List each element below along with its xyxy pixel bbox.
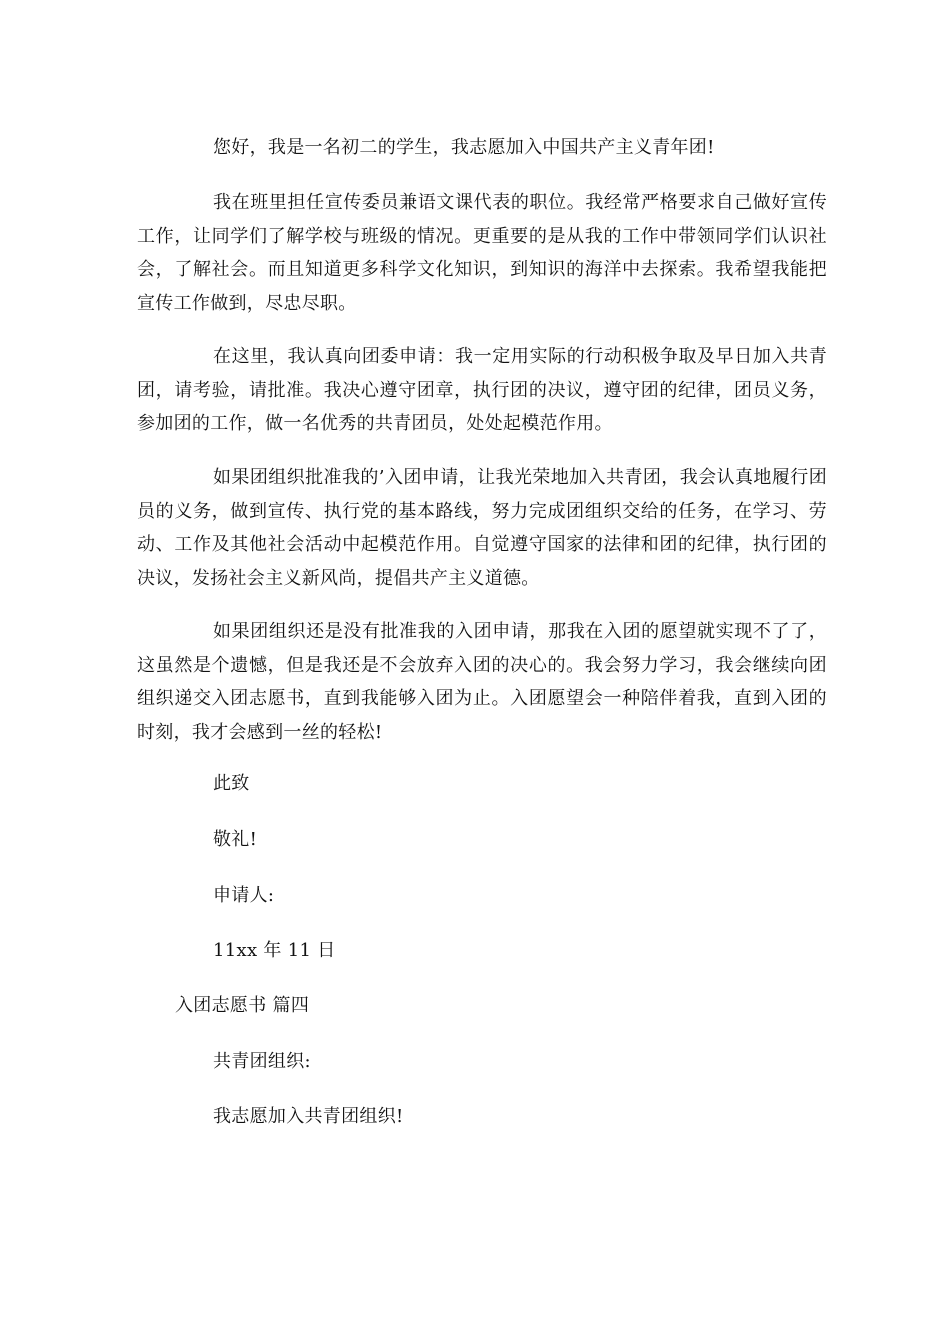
date-text: 11xx 年 11 日 <box>213 940 336 961</box>
paragraph-role: 我在班里担任宣传委员兼语文课代表的职位。我经常严格要求自己做好宣传工作，让同学们了解学校与班级的情况。更重要的是从我的工作中带领同学们认识社会，了解社会。而且知道更多科学文化知识，到知识的海洋中去探索。我希望我能把宣传工作做到，尽忠尽职。 <box>137 192 827 314</box>
addressee-text: 共青团组织: <box>213 1051 311 1072</box>
salute-text: 敬礼! <box>213 829 258 850</box>
paragraph-application: 在这里，我认真向团委申请：我一定用实际的行动积极争取及早日加入共青团，请考验，请批准。我决心遵守团章，执行团的决议，遵守团的纪律，团员义务，参加团的工作，做一名优秀的共青团员，处处起模范作用。 <box>137 346 827 434</box>
closing-text: 此致 <box>213 773 250 794</box>
section-heading: 入团志愿书 篇四 <box>175 995 310 1016</box>
paragraph-greeting: 您好，我是一名初二的学生，我志愿加入中国共产主义青年团! <box>213 137 715 158</box>
paragraph-perseverance: 如果团组织还是没有批准我的入团申请，那我在入团的愿望就实现不了了，这虽然是个遗憾，但是我还是不会放弃入团的决心的。我会努力学习，我会继续向团组织递交入团志愿书，直到我能够入团为止。入团愿望会一种陪伴着我，直到入团的时刻，我才会感到一丝的轻松! <box>137 621 827 743</box>
paragraph-commitment: 如果团组织批准我的’入团申请，让我光荣地加入共青团，我会认真地履行团员的义务，做到宣传、执行党的基本路线，努力完成团组织交给的任务，在学习、劳动、工作及其他社会活动中起模范作用。自觉遵守国家的法律和团的纪律，执行团的决议，发扬社会主义新风尚，提倡共产主义道德。 <box>137 467 827 589</box>
applicant-label: 申请人: <box>213 885 275 906</box>
opening-line: 我志愿加入共青团组织! <box>213 1106 404 1127</box>
